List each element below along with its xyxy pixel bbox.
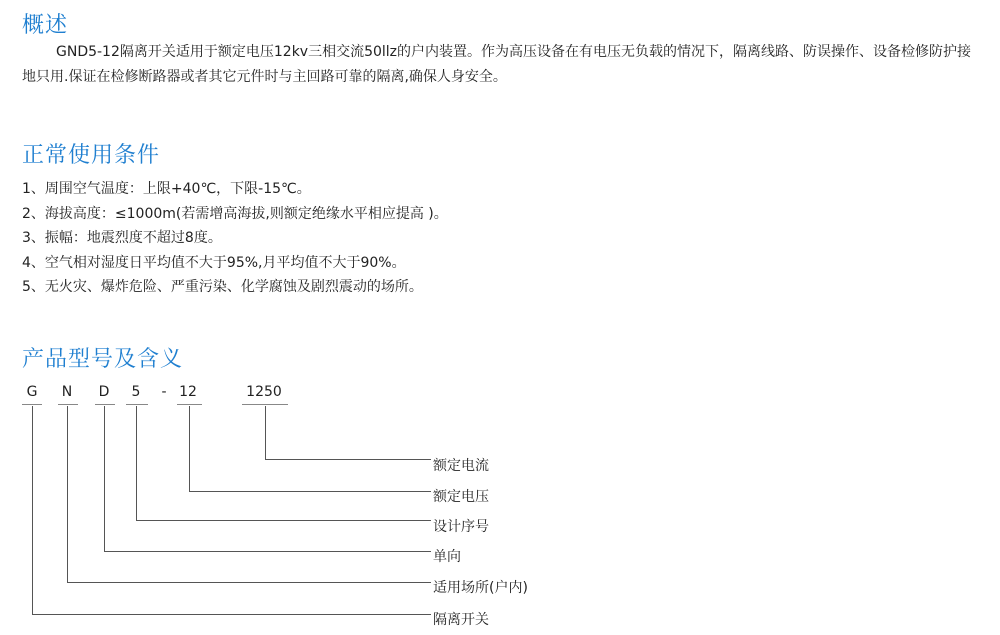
code-underline bbox=[126, 404, 148, 405]
condition-item: 3、振幅：地震烈度不超过8度。 bbox=[22, 230, 222, 246]
code-dash: - bbox=[161, 384, 167, 400]
code-letter-g: G bbox=[26, 384, 38, 400]
leader-vertical bbox=[136, 406, 137, 520]
condition-item: 2、海拔高度：≤1000m(若需增高海拔,则额定绝缘水平相应提高 )。 bbox=[22, 205, 448, 222]
meaning-rated-current: 额定电流 bbox=[433, 458, 489, 474]
leader-horizontal bbox=[67, 582, 431, 583]
leader-vertical bbox=[67, 406, 68, 582]
condition-item: 4、空气相对湿度日平均值不大于95%,月平均值不大于90%。 bbox=[22, 254, 406, 271]
meaning-rated-voltage: 额定电压 bbox=[433, 489, 489, 505]
code-underline bbox=[242, 404, 288, 405]
code-current: 1250 bbox=[246, 384, 282, 400]
code-letter-d: D bbox=[98, 384, 110, 400]
leader-vertical bbox=[32, 406, 33, 614]
leader-horizontal bbox=[32, 614, 431, 615]
code-letter-n: N bbox=[61, 384, 73, 400]
condition-item: 1、周围空气温度：上限+40℃，下限-15℃。 bbox=[22, 181, 311, 197]
leader-vertical bbox=[265, 406, 266, 459]
conditions-heading: 正常使用条件 bbox=[22, 143, 161, 168]
leader-vertical bbox=[104, 406, 105, 551]
code-voltage: 12 bbox=[179, 384, 197, 400]
code-design-number: 5 bbox=[131, 384, 141, 400]
meaning-design-number: 设计序号 bbox=[433, 519, 489, 535]
condition-item: 5、无火灾、爆炸危险、严重污染、化学腐蚀及剧烈震动的场所。 bbox=[22, 279, 423, 295]
code-underline bbox=[58, 404, 78, 405]
overview-paragraph: GND5-12隔离开关适用于额定电压12kv三相交流50llz的户内装置。作为高压设备在有电压无负载的情况下，隔离线路、防误操作、设备检修防护接地只用.保证在检修断路器或者其它元件时与主回路可靠的隔离,确保人身安全。 bbox=[22, 44, 972, 85]
code-underline bbox=[95, 404, 115, 405]
meaning-disconnector: 隔离开关 bbox=[433, 612, 489, 628]
overview-heading: 概述 bbox=[22, 13, 69, 38]
model-heading: 产品型号及含义 bbox=[22, 347, 184, 372]
leader-horizontal bbox=[136, 520, 431, 521]
leader-vertical bbox=[189, 406, 190, 491]
leader-horizontal bbox=[189, 491, 431, 492]
leader-horizontal bbox=[265, 459, 431, 460]
code-underline bbox=[177, 404, 202, 405]
meaning-single-direction: 单向 bbox=[433, 549, 461, 565]
code-underline bbox=[22, 404, 42, 405]
conditions-list bbox=[22, 177, 448, 300]
leader-horizontal bbox=[104, 551, 431, 552]
meaning-application-indoor: 适用场所(户内) bbox=[433, 580, 528, 596]
